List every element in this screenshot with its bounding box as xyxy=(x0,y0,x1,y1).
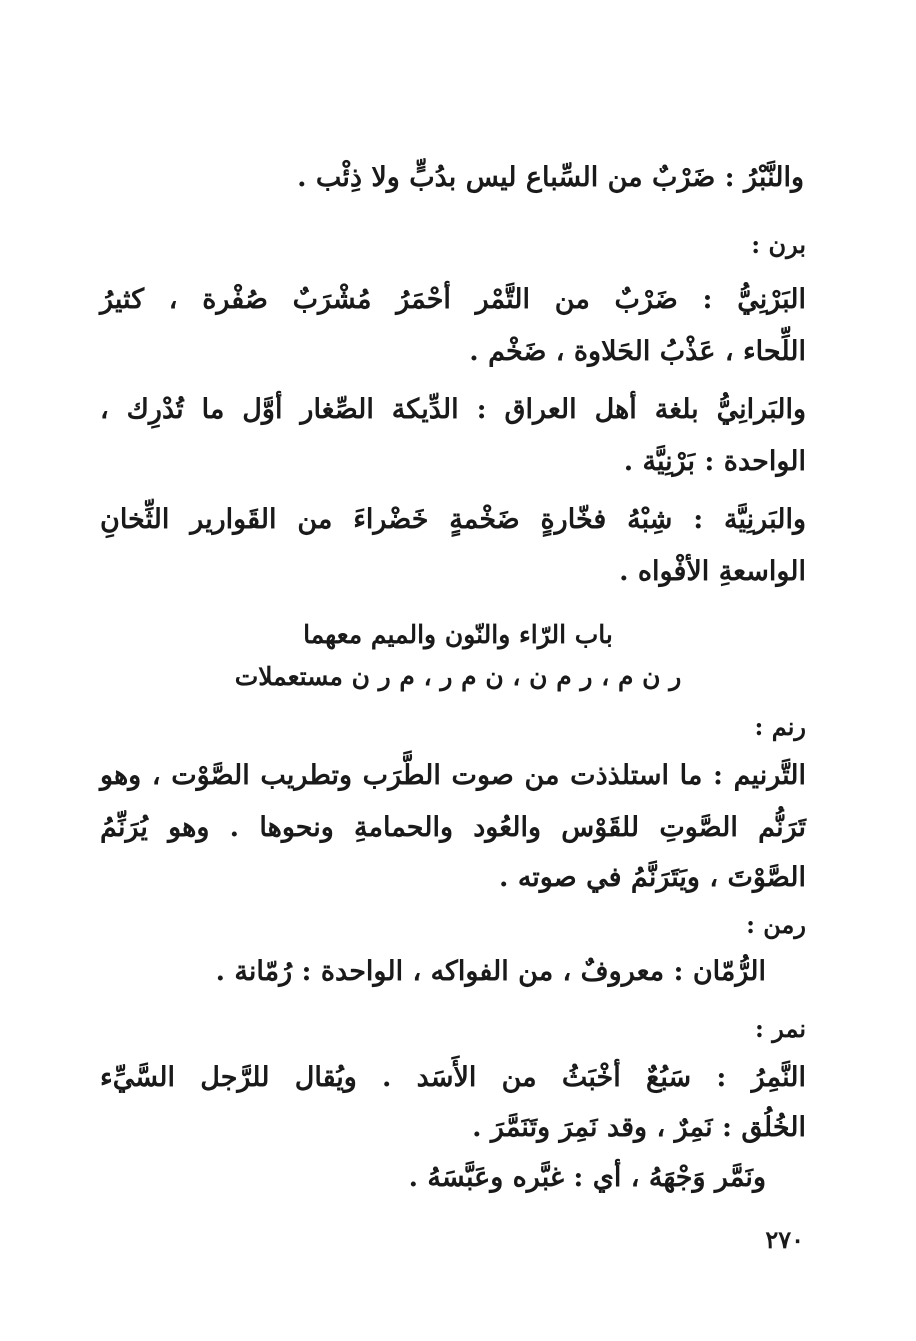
text-line-rumman: الرُّمّان : معروفٌ ، من الفواكه ، الواحدة : رُمّانة . xyxy=(215,956,766,987)
text-line-namir-1: النَّمِرُ : سَبُعٌ أخْبَثُ من الأَسَد . ويُقال للرَّجل السَّيِّء xyxy=(100,1062,806,1093)
text-line-namir-2: الخُلُق : نَمِرٌ ، وقد نَمِرَ وتَنَمَّرَ . xyxy=(472,1112,806,1143)
root-heading-nmr: نمر : xyxy=(754,1014,806,1043)
text-line-barani-2: الواحدة : بَرْنِيَّة . xyxy=(623,446,806,477)
text-line-namir-3: ونَمَّر وَجْهَهُ ، أي : غبَّره وعَبَّسَهُ . xyxy=(408,1162,766,1193)
chapter-subtitle: ر ن م ، ر م ن ، ن م ر ، م ر ن مستعملات xyxy=(234,662,682,691)
text-line-barni-1: البَرْنِيُّ : ضَرْبٌ من التَّمْر أحْمَرُ مُشْرَبٌ صُفْرة ، كثيرُ xyxy=(100,284,806,315)
text-line-barani-1: والبَرانِيُّ بلغة أهل العراق : الدِّيكة الصِّغار أوَّل ما تُدْرِك ، xyxy=(100,394,806,425)
text-line-barniyya-1: والبَرنِيَّة : شِبْهُ فخّارةٍ ضَخْمةٍ خَضْراءَ من القَوارير الثِّخانِ xyxy=(100,504,806,535)
text-line-nabr: والنَّبْرُ : ضَرْبٌ من السِّباع ليس بدُبٍّ ولا ذِئْب . xyxy=(297,162,804,193)
page-number: ٢٧٠ xyxy=(765,1225,804,1254)
text-line-barniyya-2: الواسعةِ الأفْواه . xyxy=(619,556,806,587)
text-line-barni-2: اللِّحاء ، عَذْبُ الحَلاوة ، ضَخْم . xyxy=(469,336,806,367)
root-heading-brn: برن : xyxy=(751,230,806,259)
root-heading-rmn: رمن : xyxy=(746,910,806,939)
text-line-tarnim-3: الصَّوْتَ ، ويَتَرَنَّمُ في صوته . xyxy=(499,862,806,893)
root-heading-rnm: رنم : xyxy=(754,712,806,741)
text-line-tarnim-2: تَرَنُّم الصَّوتِ للقَوْس والعُود والحمامةِ ونحوها . وهو يُرَنِّمُ xyxy=(100,812,806,843)
text-line-tarnim-1: التَّرنيم : ما استلذذت من صوت الطَّرَب وتطريب الصَّوْت ، وهو xyxy=(100,760,806,791)
chapter-title: باب الرّاء والنّون والميم معهما xyxy=(303,620,613,649)
